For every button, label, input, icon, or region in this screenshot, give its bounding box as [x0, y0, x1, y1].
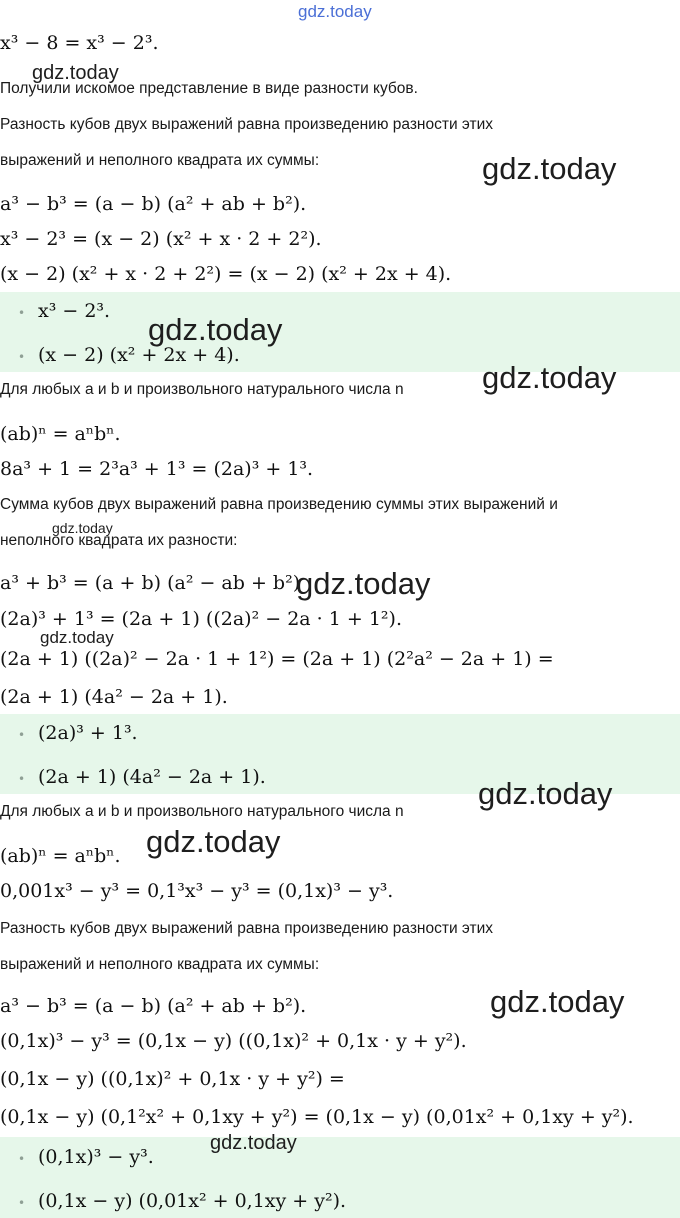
text-line: Получили искомое представление в виде разности кубов. [0, 80, 418, 97]
answer-line: (2a + 1) (4a² − 2a + 1). [38, 766, 266, 788]
answer-bullet: • [18, 1152, 26, 1166]
text-line: Для любых a и b и произвольного натурального числа n [0, 803, 404, 820]
text-line: выражений и неполного квадрата их суммы: [0, 152, 320, 169]
math-line: (0,1x)³ − y³ = (0,1x − y) ((0,1x)² + 0,1x · y + y²). [0, 1030, 467, 1052]
math-line: a³ − b³ = (a − b) (a² + ab + b²). [0, 193, 307, 215]
answer-line: x³ − 2³. [38, 300, 111, 322]
math-line: x³ − 8 = x³ − 2³. [0, 32, 159, 54]
answer-line: (2a)³ + 1³. [38, 722, 138, 744]
answer-bullet: • [18, 350, 26, 364]
watermark: gdz.today [210, 1132, 297, 1154]
watermark: gdz.today [146, 824, 281, 859]
watermark: gdz.today [52, 520, 113, 536]
text-line: Сумма кубов двух выражений равна произведению суммы этих выражений и [0, 496, 558, 513]
answer-bullet: • [18, 1196, 26, 1210]
math-line: (0,1x − y) ((0,1x)² + 0,1x · y + y²) = [0, 1068, 345, 1090]
answer-line: (0,1x − y) (0,01x² + 0,1xy + y²). [38, 1190, 347, 1212]
text-line: выражений и неполного квадрата их суммы: [0, 956, 320, 973]
math-line: (ab)ⁿ = aⁿbⁿ. [0, 845, 121, 867]
answer-bullet: • [18, 306, 26, 320]
text-line: Разность кубов двух выражений равна произведению разности этих [0, 920, 493, 937]
watermark: gdz.today [32, 62, 119, 84]
math-line: a³ − b³ = (a − b) (a² + ab + b²). [0, 995, 307, 1017]
math-line: a³ + b³ = (a + b) (a² − ab + b²) [0, 572, 301, 594]
watermark: gdz.today [482, 360, 617, 395]
watermark: gdz.today [490, 984, 625, 1019]
math-line: (2a + 1) (4a² − 2a + 1). [0, 686, 228, 708]
math-line: (x − 2) (x² + x · 2 + 2²) = (x − 2) (x² + 2x + 4). [0, 263, 452, 285]
watermark: gdz.today [478, 776, 613, 811]
watermark: gdz.today [482, 151, 617, 186]
watermark: gdz.today [296, 566, 431, 601]
text-line: неполного квадрата их разности: [0, 532, 238, 549]
answer-line: (x − 2) (x² + 2x + 4). [38, 344, 240, 366]
watermark: gdz.today [148, 312, 283, 347]
math-line: (0,1x − y) (0,1²x² + 0,1xy + y²) = (0,1x − y) (0,01x² + 0,1xy + y²). [0, 1106, 634, 1128]
watermark: gdz.today [40, 628, 114, 647]
text-line: Для любых a и b и произвольного натурального числа n [0, 381, 404, 398]
math-line: x³ − 2³ = (x − 2) (x² + x · 2 + 2²). [0, 228, 322, 250]
math-line: 0,001x³ − y³ = 0,1³x³ − y³ = (0,1x)³ − y³. [0, 880, 394, 902]
text-line: Разность кубов двух выражений равна произведению разности этих [0, 116, 493, 133]
math-line: (2a)³ + 1³ = (2a + 1) ((2a)² − 2a · 1 + 1²). [0, 608, 402, 630]
math-line: (ab)ⁿ = aⁿbⁿ. [0, 423, 121, 445]
watermark: gdz.today [298, 2, 372, 21]
answer-bullet: • [18, 772, 26, 786]
math-line: (2a + 1) ((2a)² − 2a · 1 + 1²) = (2a + 1) (2²a² − 2a + 1) = [0, 648, 554, 670]
answer-bullet: • [18, 728, 26, 742]
answer-line: (0,1x)³ − y³. [38, 1146, 154, 1168]
math-line: 8a³ + 1 = 2³a³ + 1³ = (2a)³ + 1³. [0, 458, 314, 480]
